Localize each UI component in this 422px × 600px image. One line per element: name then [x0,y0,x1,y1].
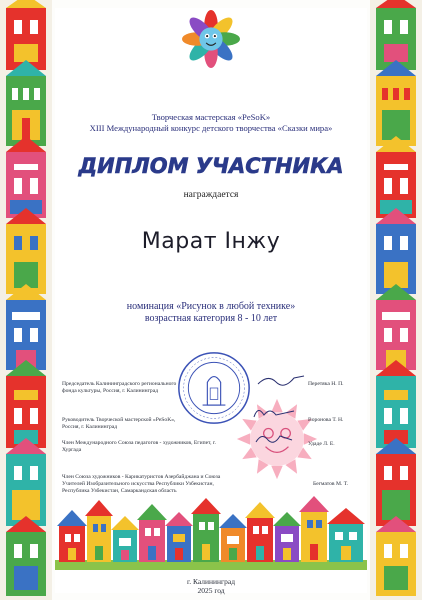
right-decorative-border [370,0,422,600]
contest-logo-icon [182,10,240,68]
left-decorative-border [0,0,52,600]
participant-name: Марат Інжу [141,229,281,254]
signature-scribble-2 [250,403,300,421]
studio-name: Творческая мастерская «PeSoK» [151,112,271,122]
nomination-line: номинация «Рисунок в любой технике» [126,301,296,312]
diploma-title-wrap [60,150,362,185]
footer-year: 2025 год [197,586,225,595]
footer-city: г. Калининград [186,577,236,586]
houses-illustration [55,496,367,570]
signature-name-2: Воронова Т. Н. [308,417,344,423]
signature-role-3: Член Международного Союза педагогов - художников, Египет, г. Хургада [62,440,216,453]
diploma-title-graphic [60,150,362,180]
contest-name: XIII Международный конкурс детского творчества «Сказки мира» [89,123,333,133]
awarded-label: награждается [183,190,239,200]
signature-role-2: Руководитель Творческой мастерской «PeSoK», Россия, г. Калининград [62,417,176,430]
signature-role-1: Председатель Калининградского регионального фонда культуры, Россия, г. Калининград [62,381,177,394]
signature-name-1: Перетяка Н. П. [308,381,344,387]
signature-role-4: Член Союза художников - Карикатуристов Азербайджана и Союза Учителей Изобразительного искусства Республики Узбекистан, Республика Узбекистан, Самаркандская область [62,474,221,494]
nomination-block [60,301,362,325]
signature-scribble-1 [256,372,306,388]
signature-scribble-3 [252,430,302,448]
contest-header [60,112,362,134]
diploma-title: ДИПЛОМ УЧАСТНИКА [78,154,344,178]
age-category-line: возрастная категория 8 - 10 лет [144,313,278,324]
signature-name-4: Бегматов М. Т. [313,481,348,487]
footer-place-date [60,577,362,595]
signature-name-3: Удаде Л. Е. [308,441,335,447]
